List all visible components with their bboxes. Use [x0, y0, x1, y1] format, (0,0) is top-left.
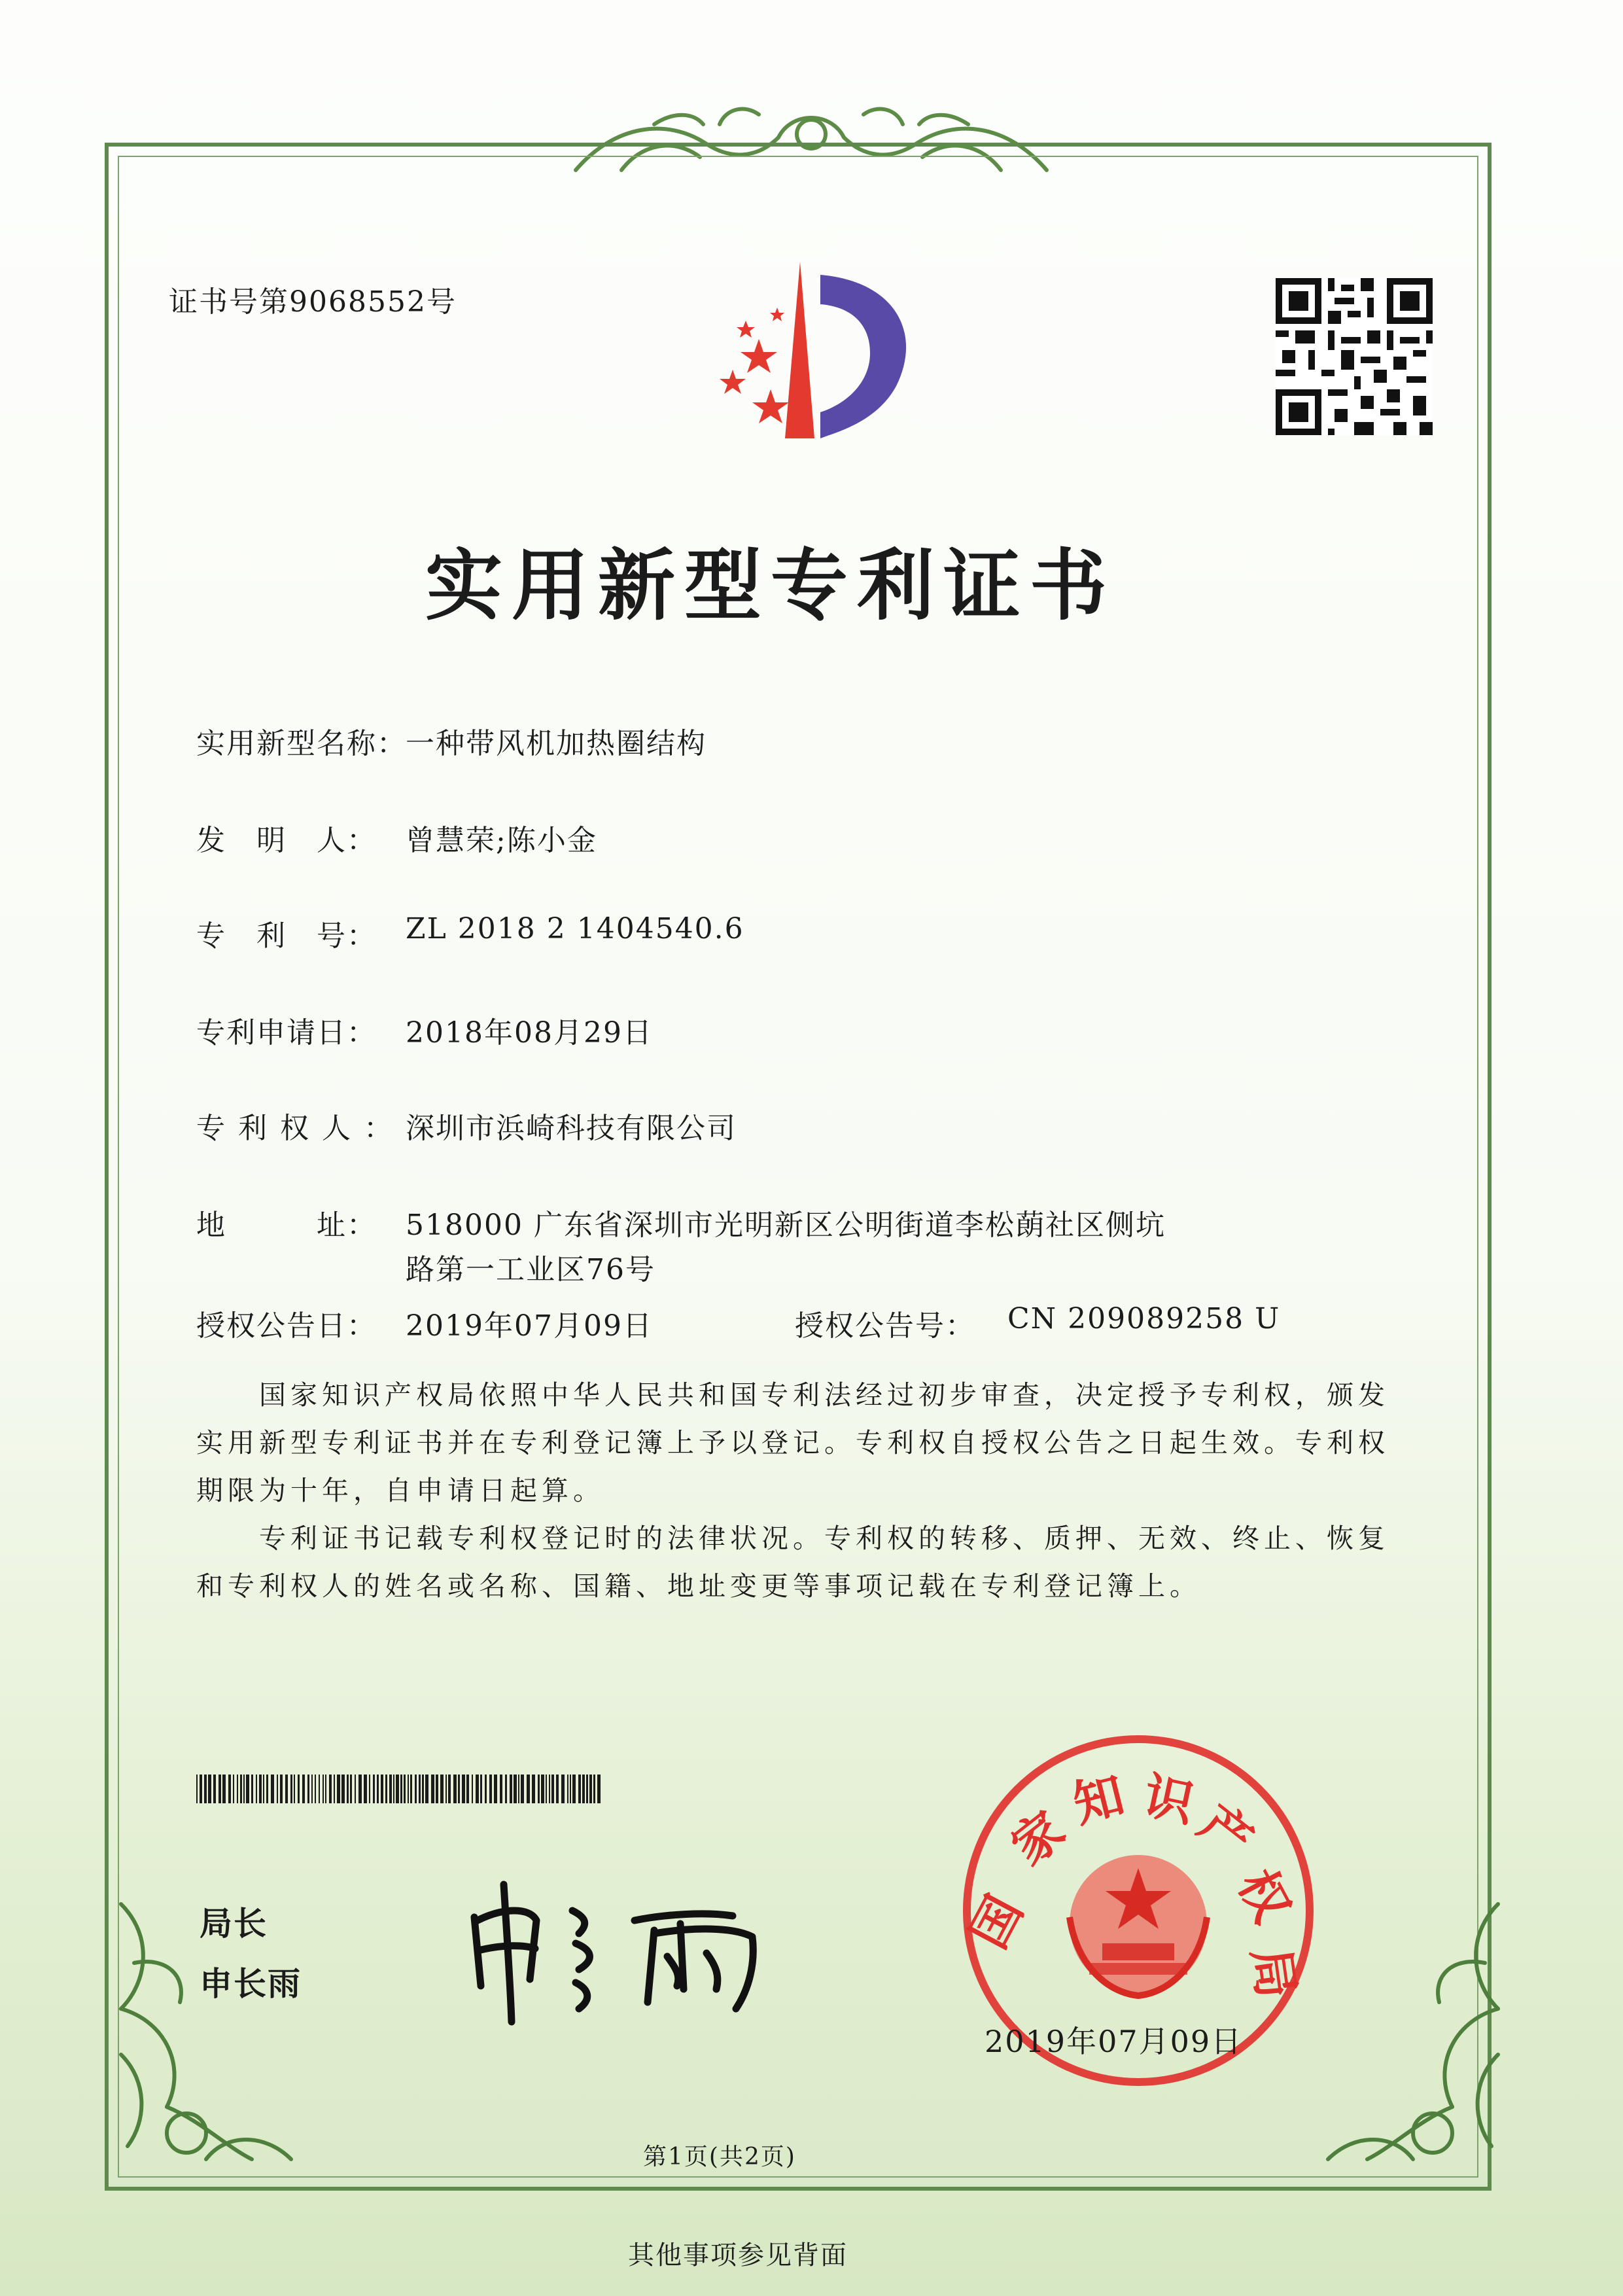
- barcode-bar: [323, 1775, 324, 1803]
- bottom-right-ornament-icon: [1315, 1884, 1511, 2172]
- barcode-bar: [572, 1775, 576, 1803]
- announce-date-value: 2019年07月09日: [406, 1309, 653, 1343]
- announce-date-label: 授权公告日：: [196, 1309, 377, 1343]
- barcode-bar: [453, 1775, 457, 1803]
- patent-number-value: ZL 2018 2 1404540.6: [406, 912, 744, 945]
- barcode-bar: [334, 1775, 335, 1803]
- barcode-bar: [385, 1775, 387, 1803]
- barcode-bar: [218, 1775, 221, 1803]
- barcode-bar: [208, 1775, 211, 1803]
- owner-label: 专利权人：: [196, 1112, 406, 1145]
- patent-logo-icon: [680, 255, 929, 451]
- patent-number-label: 专 利 号：: [196, 919, 377, 953]
- address-line-2: 路第一工业区76号: [406, 1253, 655, 1286]
- barcode-bar: [285, 1775, 288, 1803]
- announce-number-value: CN 209089258 U: [1007, 1302, 1281, 1335]
- seal-char-7: 局: [1241, 1944, 1306, 2002]
- barcode-bar: [271, 1775, 274, 1803]
- barcode-bar: [532, 1775, 535, 1803]
- barcode-bar: [347, 1775, 349, 1803]
- barcode-bar: [381, 1775, 383, 1803]
- barcode-bar: [415, 1775, 417, 1803]
- barcode-bar: [355, 1775, 356, 1803]
- barcode-bar: [458, 1775, 460, 1803]
- barcode-bar: [541, 1775, 544, 1803]
- barcode-bar: [325, 1775, 326, 1803]
- barcode-bar: [277, 1775, 278, 1803]
- barcode-bar: [597, 1775, 601, 1803]
- barcode-bar: [561, 1775, 565, 1803]
- barcode-bar: [578, 1775, 581, 1803]
- seal-char-5: 产: [1188, 1793, 1264, 1870]
- barcode-bar: [514, 1775, 517, 1803]
- barcode-bar: [396, 1775, 399, 1803]
- inventor-label: 发 明 人：: [196, 824, 377, 857]
- barcode-bar: [462, 1775, 465, 1803]
- barcode-bar: [319, 1775, 320, 1803]
- barcode-bar: [570, 1775, 571, 1803]
- barcode-bar: [307, 1775, 309, 1803]
- barcode-bar: [472, 1775, 473, 1803]
- barcode-bar: [200, 1775, 202, 1803]
- seal-char-6: 权: [1227, 1860, 1302, 1932]
- barcode-bar: [556, 1775, 559, 1803]
- back-side-note: 其他事项参见背面: [628, 2240, 848, 2270]
- inventor-value: 曾慧荣;陈小金: [406, 824, 597, 857]
- barcode-bar: [422, 1775, 424, 1803]
- certificate-title: 实用新型专利证书: [425, 540, 1117, 631]
- seal-char-2: 家: [1000, 1799, 1076, 1877]
- barcode-bar: [222, 1775, 226, 1803]
- seal-date: 2019年07月09日: [985, 2024, 1243, 2059]
- certificate-number: 证书号第9068552号: [169, 285, 457, 319]
- barcode-bar: [358, 1775, 362, 1803]
- barcode-bar: [259, 1775, 262, 1803]
- qr-code-icon: [1276, 278, 1433, 435]
- application-date-value: 2018年08月29日: [406, 1016, 653, 1050]
- signatory-name: 申长雨: [200, 1964, 302, 2003]
- barcode-bar: [243, 1775, 245, 1803]
- barcode-bar: [228, 1775, 231, 1803]
- barcode-bar: [448, 1775, 451, 1803]
- barcode-bar: [240, 1775, 242, 1803]
- barcode-bar: [494, 1775, 497, 1803]
- barcode-bar: [294, 1775, 295, 1803]
- barcode-bar: [521, 1775, 524, 1803]
- seal-char-4: 识: [1138, 1765, 1200, 1833]
- barcode-bar: [280, 1775, 283, 1803]
- barcode-bar: [204, 1775, 207, 1803]
- signature-icon: [458, 1871, 811, 2041]
- barcode-bar: [549, 1775, 550, 1803]
- barcode-bar: [589, 1775, 592, 1803]
- owner-value: 深圳市浜崎科技有限公司: [406, 1112, 737, 1145]
- barcode-bar: [263, 1775, 264, 1803]
- barcode-bar: [476, 1775, 479, 1803]
- body-paragraph-2: 专利证书记载专利权登记时的法律状况。专利权的转移、质押、无效、终止、恢复和专利权人的姓名或名称、国籍、地址变更等事项记载在专利登记簿上。: [196, 1523, 1389, 1602]
- barcode-bar: [546, 1775, 547, 1803]
- application-date-label: 专利申请日：: [196, 1016, 377, 1050]
- barcode-bar: [256, 1775, 257, 1803]
- barcode-bar: [389, 1775, 392, 1803]
- barcode-bar: [518, 1775, 519, 1803]
- barcode-bar: [538, 1775, 540, 1803]
- barcode-bar: [213, 1775, 216, 1803]
- barcode-bar: [510, 1775, 512, 1803]
- barcode-bar: [341, 1775, 345, 1803]
- barcode-bar: [500, 1775, 502, 1803]
- barcode-bar: [410, 1775, 412, 1803]
- barcode-bar: [302, 1775, 305, 1803]
- signatory-title: 局长: [200, 1904, 268, 1943]
- barcode-bar: [404, 1775, 406, 1803]
- barcode-bar: [315, 1775, 316, 1803]
- barcode-bar: [329, 1775, 332, 1803]
- barcode-bar: [419, 1775, 421, 1803]
- barcode-bar: [400, 1775, 402, 1803]
- barcode-bar: [364, 1775, 367, 1803]
- name-value: 一种带风机加热圈结构: [406, 727, 707, 760]
- barcode-bar: [431, 1775, 434, 1803]
- barcode-bar: [485, 1775, 487, 1803]
- barcode-bar: [393, 1775, 394, 1803]
- barcode-bar: [237, 1775, 238, 1803]
- barcode-bar: [505, 1775, 507, 1803]
- barcode-bar: [489, 1775, 492, 1803]
- barcode-bar: [373, 1775, 375, 1803]
- barcode-bar: [298, 1775, 300, 1803]
- barcode-bar: [266, 1775, 268, 1803]
- barcode-bar: [377, 1775, 379, 1803]
- barcode-bar: [369, 1775, 370, 1803]
- seal-char-1: 国: [959, 1886, 1034, 1958]
- barcode-bar: [233, 1775, 234, 1803]
- barcode-bar: [350, 1775, 352, 1803]
- barcode-bar: [436, 1775, 438, 1803]
- barcode-bar: [290, 1775, 292, 1803]
- barcode-bar: [593, 1775, 595, 1803]
- barcode-bar: [480, 1775, 482, 1803]
- barcode-icon: [196, 1775, 608, 1803]
- barcode-bar: [445, 1775, 447, 1803]
- barcode-bar: [337, 1775, 340, 1803]
- barcode-bar: [466, 1775, 469, 1803]
- barcode-bar: [251, 1775, 253, 1803]
- address-line-1: 518000 广东省深圳市光明新区公明街道李松蓢社区侧坑: [406, 1209, 1166, 1242]
- body-paragraph-1: 国家知识产权局依照中华人民共和国专利法经过初步审查，决定授予专利权，颁发实用新型专利证书并在专利登记簿上予以登记。专利权自授权公告之日起生效。专利权期限为十年，自申请日起算。: [196, 1379, 1389, 1506]
- announce-number-label: 授权公告号：: [795, 1309, 975, 1343]
- barcode-bar: [311, 1775, 313, 1803]
- barcode-bar: [246, 1775, 249, 1803]
- barcode-bar: [551, 1775, 554, 1803]
- seal-char-3: 知: [1067, 1765, 1130, 1834]
- page-indicator: 第1页(共2页): [643, 2144, 796, 2170]
- barcode-bar: [527, 1775, 530, 1803]
- barcode-bar: [582, 1775, 585, 1803]
- barcode-bar: [586, 1775, 588, 1803]
- barcode-bar: [196, 1775, 198, 1803]
- name-label: 实用新型名称：: [196, 727, 407, 760]
- barcode-bar: [425, 1775, 428, 1803]
- barcode-bar: [408, 1775, 409, 1803]
- barcode-bar: [567, 1775, 568, 1803]
- address-label: 地 址：: [196, 1209, 377, 1242]
- barcode-bar: [440, 1775, 444, 1803]
